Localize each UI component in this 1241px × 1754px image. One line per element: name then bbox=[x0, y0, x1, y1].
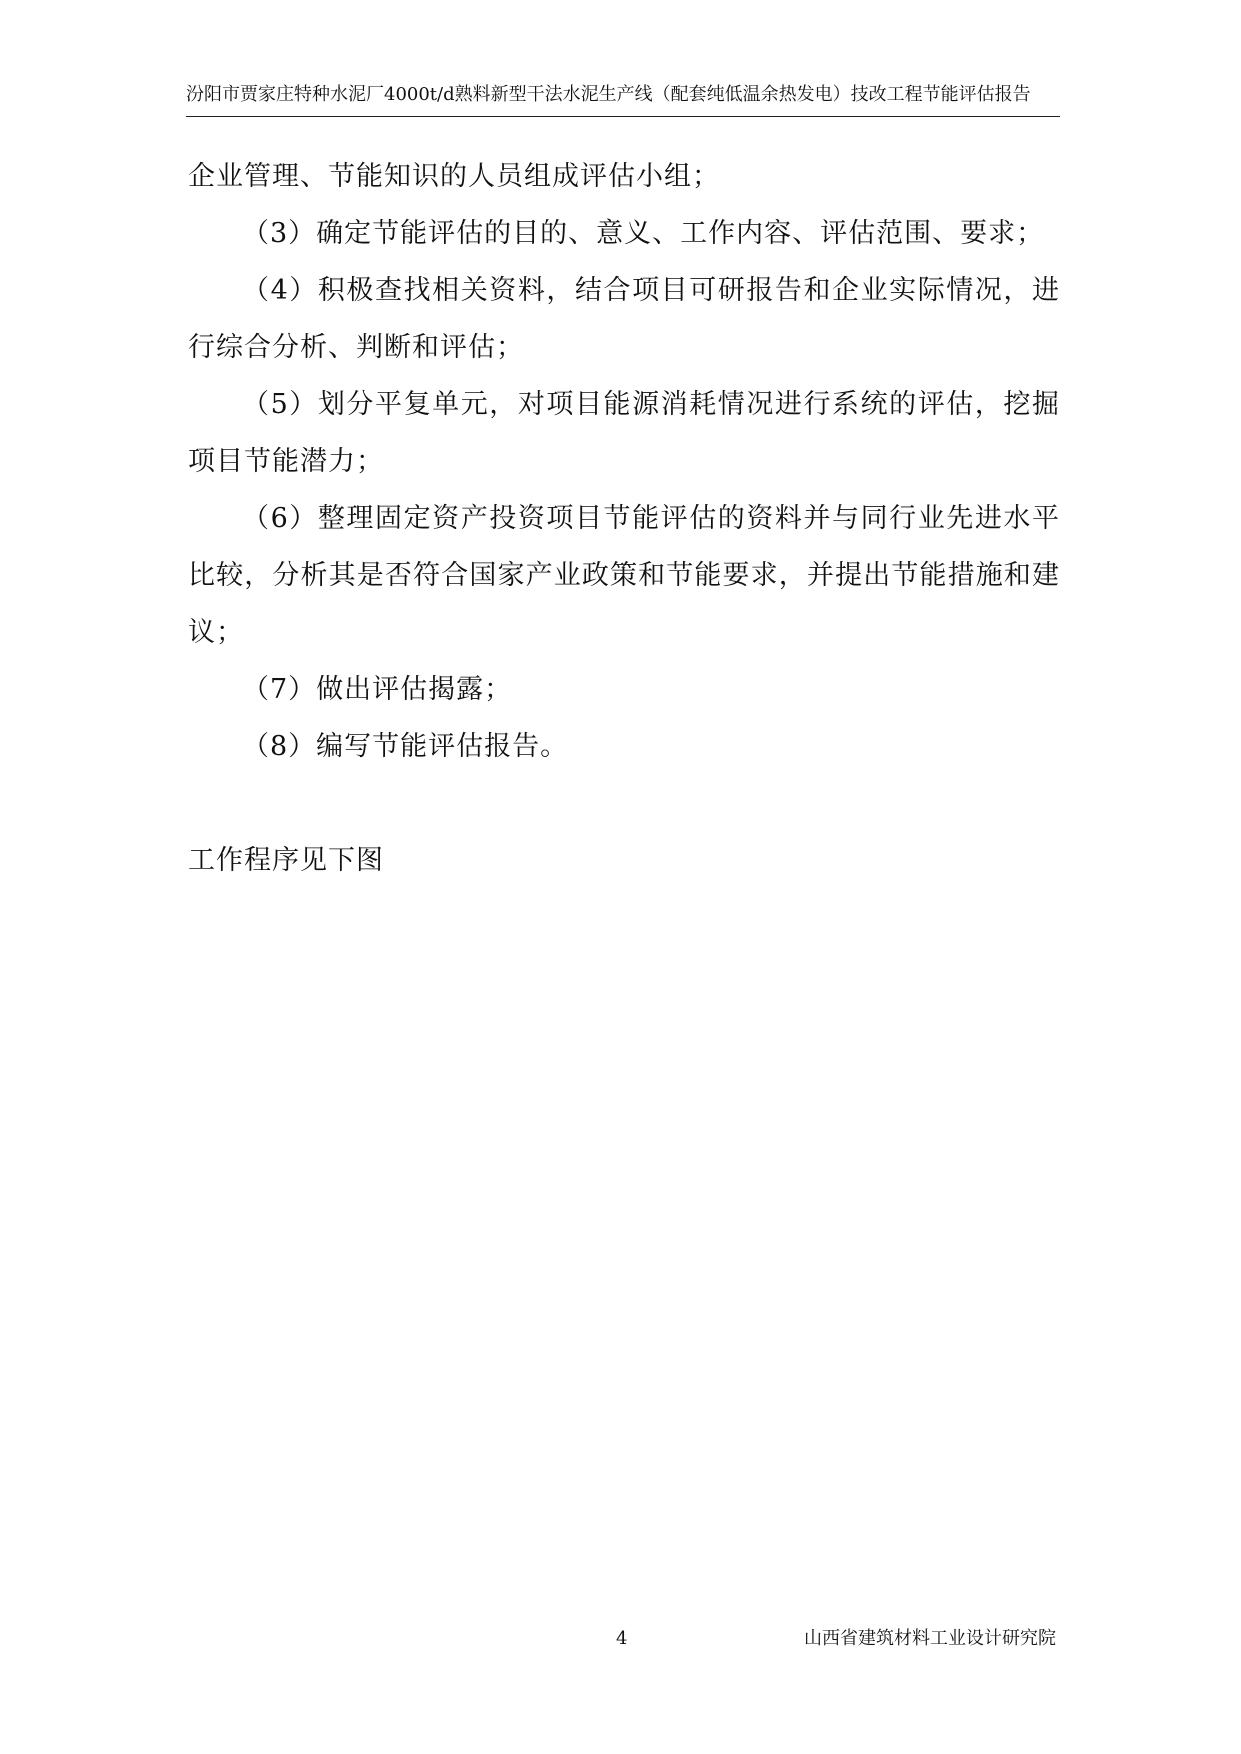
list-item-5: （5）划分平复单元，对项目能源消耗情况进行系统的评估，挖掘项目节能潜力； bbox=[188, 389, 1060, 477]
list-item-8: （8）编写节能评估报告。 bbox=[242, 731, 569, 762]
institution-name: 山西省建筑材料工业设计研究院 bbox=[804, 1628, 1056, 1649]
running-header bbox=[186, 84, 1060, 117]
page-number: 4 bbox=[616, 1628, 628, 1649]
list-item-6: （6）整理固定资产投资项目节能评估的资料并与同行业先进水平比较，分析其是否符合国家产业政策和节能要求，并提出节能措施和建议； bbox=[188, 503, 1060, 648]
figure-intro-text: 工作程序见下图 bbox=[188, 845, 384, 876]
paragraph-spacer bbox=[188, 775, 1060, 832]
main-content bbox=[188, 148, 1060, 889]
list-item-3: （3）确定节能评估的目的、意义、工作内容、评估范围、要求； bbox=[242, 218, 1045, 249]
paragraph-continued: 企业管理、节能知识的人员组成评估小组； bbox=[188, 161, 720, 192]
list-item-4: （4）积极查找相关资料，结合项目可研报告和企业实际情况，进行综合分析、判断和评估； bbox=[188, 275, 1060, 363]
report-title: 汾阳市贾家庄特种水泥厂4000t/d熟料新型干法水泥生产线（配套纯低温余热发电）技改工程节能评估报告 bbox=[186, 84, 1031, 105]
list-item-7: （7）做出评估揭露； bbox=[242, 674, 513, 705]
page-footer bbox=[0, 1628, 1241, 1658]
